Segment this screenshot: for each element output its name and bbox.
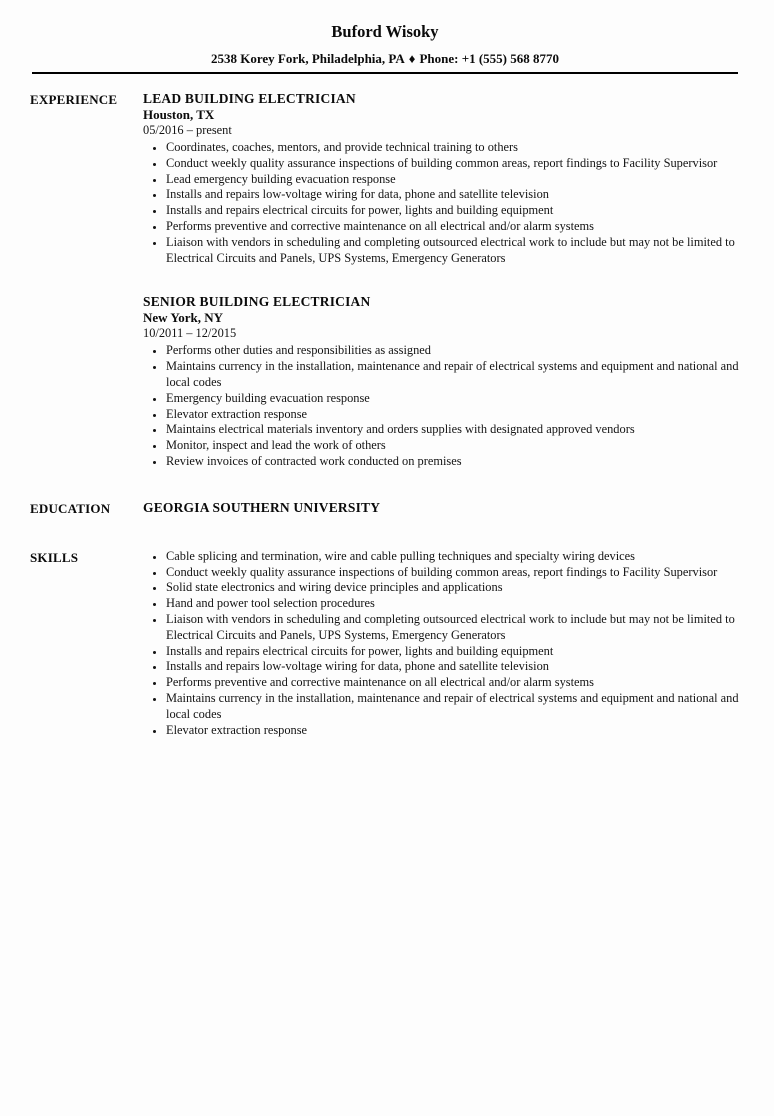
job-bullet: • Installs and repairs electrical circuits for power, lights and building equipment bbox=[165, 203, 740, 219]
skill-bullet: • Performs preventive and corrective maintenance on all electrical and/or alarm systems bbox=[165, 675, 740, 691]
experience-section bbox=[30, 91, 740, 470]
job-bullet-list bbox=[143, 140, 740, 266]
contact-line bbox=[30, 51, 740, 67]
job-bullet: • Coordinates, coaches, mentors, and provide technical training to others bbox=[165, 140, 740, 156]
skill-bullet: • Elevator extraction response bbox=[165, 723, 740, 739]
address-text: 2538 Korey Fork, Philadelphia, PA bbox=[210, 51, 405, 66]
skill-bullet: • Solid state electronics and wiring device principles and applications bbox=[165, 580, 740, 596]
skills-section bbox=[30, 549, 740, 739]
skill-bullet: • Hand and power tool selection procedures bbox=[165, 596, 740, 612]
education-content bbox=[143, 500, 740, 515]
header-divider bbox=[32, 72, 738, 74]
job-bullet: • Performs preventive and corrective maintenance on all electrical and/or alarm systems bbox=[165, 219, 740, 235]
phone-text: Phone: +1 (555) 568 8770 bbox=[419, 51, 560, 66]
job-bullet: • Review invoices of contracted work conducted on premises bbox=[165, 454, 740, 470]
skill-bullet: • Maintains currency in the installation, maintenance and repair of electrical systems and equipment and national and local codes bbox=[165, 691, 740, 723]
skill-bullet: • Cable splicing and termination, wire and cable pulling techniques and specialty wiring devices bbox=[165, 549, 740, 565]
job-location: New York, NY bbox=[143, 310, 224, 326]
job-bullet: • Lead emergency building evacuation response bbox=[165, 172, 740, 188]
job-bullet: • Maintains electrical materials inventory and orders supplies with designated approved vendors bbox=[165, 422, 740, 438]
experience-content bbox=[143, 91, 740, 470]
skill-bullet: • Conduct weekly quality assurance inspections of building common areas, report findings to Facility Supervisor bbox=[165, 565, 740, 581]
person-name: Buford Wisoky bbox=[331, 22, 439, 41]
job-bullet: • Monitor, inspect and lead the work of others bbox=[165, 438, 740, 454]
job-bullet: • Installs and repairs low-voltage wiring for data, phone and satellite television bbox=[165, 187, 740, 203]
job-bullet-list bbox=[143, 343, 740, 469]
skills-bullet-list bbox=[143, 549, 740, 739]
job-entry-lead-building-electrician bbox=[143, 91, 740, 266]
job-entry-senior-building-electrician bbox=[143, 294, 740, 469]
job-title: LEAD BUILDING ELECTRICIAN bbox=[143, 91, 356, 106]
skill-bullet: • Liaison with vendors in scheduling and completing outsourced electrical work to include but may not be limited to Electrical Circuits and Panels, UPS Systems, Emergency Generators bbox=[165, 612, 740, 644]
skills-content bbox=[143, 549, 740, 739]
resume-header bbox=[30, 22, 740, 74]
job-bullet: • Maintains currency in the installation, maintenance and repair of electrical systems and equipment and national and local codes bbox=[165, 359, 740, 391]
job-location: Houston, TX bbox=[143, 107, 215, 122]
job-bullet: • Conduct weekly quality assurance inspections of building common areas, report findings to Facility Supervisor bbox=[165, 156, 740, 172]
job-bullet: • Performs other duties and responsibilities as assigned bbox=[165, 343, 740, 359]
diamond-separator-icon: ♦ bbox=[408, 51, 416, 66]
education-section bbox=[30, 500, 740, 516]
job-dates: 10/2011 – 12/2015 bbox=[143, 326, 237, 341]
job-bullet: • Liaison with vendors in scheduling and completing outsourced electrical work to include but may not be limited to Electrical Circuits and Panels, UPS Systems, Emergency Generators bbox=[165, 235, 740, 267]
section-label-experience: EXPERIENCE bbox=[30, 92, 118, 107]
job-title: SENIOR BUILDING ELECTRICIAN bbox=[143, 294, 371, 310]
section-label-education: EDUCATION bbox=[30, 500, 111, 516]
section-label-skills: SKILLS bbox=[30, 549, 79, 565]
skill-bullet: • Installs and repairs low-voltage wiring for data, phone and satellite television bbox=[165, 659, 740, 675]
job-bullet: • Elevator extraction response bbox=[165, 407, 740, 423]
job-dates: 05/2016 – present bbox=[143, 123, 232, 137]
job-bullet: • Emergency building evacuation response bbox=[165, 391, 740, 407]
school-name: GEORGIA SOUTHERN UNIVERSITY bbox=[143, 499, 381, 515]
skill-bullet: • Installs and repairs electrical circuits for power, lights and building equipment bbox=[165, 644, 740, 660]
